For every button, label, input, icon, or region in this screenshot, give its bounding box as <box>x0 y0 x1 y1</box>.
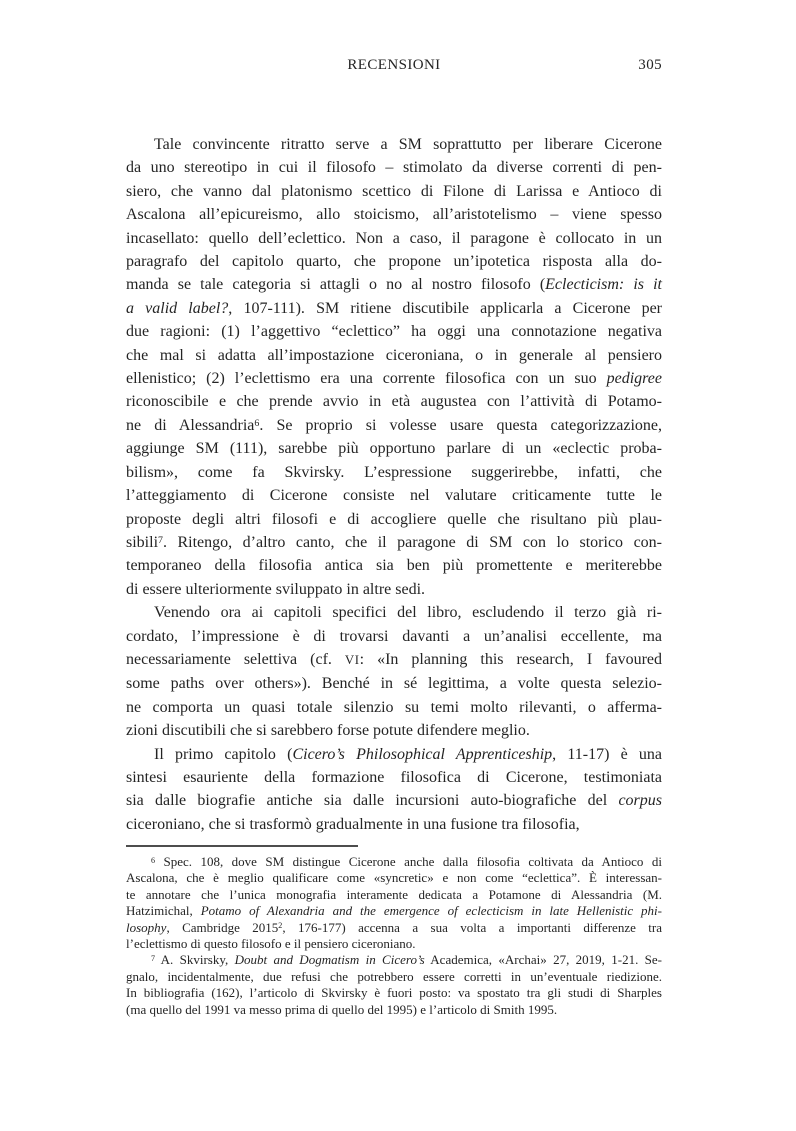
text-line <box>126 508 662 531</box>
text-segment: l’eclettismo di questo filosofo e il pensiero ciceroniano. <box>126 936 416 952</box>
text-segment: zioni discutibili che si sarebbero forse potute difendere meglio. <box>126 722 530 740</box>
text-segment: , 11-17) è una <box>552 745 663 763</box>
text-segment: In bibliografia (162), l’articolo di Skvirsky è fuori posto: va spostato tra gli studi di Sharples <box>126 985 662 1001</box>
text-segment: Ascalona all’epicureismo, allo stoicismo, all’aristotelismo – viene spesso <box>126 206 662 224</box>
text-segment: l’atteggiamento di Cicerone consiste nel valutare criticamente tutte le <box>126 487 662 505</box>
text-segment: cordato, l’impressione è di trovarsi davanti a un’analisi eccellente, ma <box>126 627 662 645</box>
text-line <box>126 936 662 952</box>
text-segment: paragrafo del capitolo quarto, che propone un’ipotetica risposta alla do- <box>126 253 662 271</box>
text-line <box>126 969 662 985</box>
text-line <box>126 531 662 554</box>
text-segment: A. Skvirsky, <box>155 952 235 968</box>
text-segment: sibili <box>126 533 159 551</box>
text-line <box>126 1002 662 1018</box>
text-line <box>126 250 662 273</box>
text-segment: aggiunge SM (111), sarebbe più opportuno parlare di un «eclectic proba- <box>126 440 662 458</box>
text-segment: necessariamente selettiva (cf. <box>126 650 345 668</box>
text-segment: Hatzimichal, <box>126 903 201 919</box>
text-line <box>126 766 662 789</box>
text-segment: losophy <box>126 919 167 935</box>
text-line <box>126 227 662 250</box>
text-segment: : «In planning this research, I favoured <box>359 650 663 668</box>
text-segment: incasellato: quello dell’eclettico. Non a caso, il paragone è collocato in un <box>126 229 662 247</box>
text-segment: Doubt and Dogmatism in Cicero’s <box>234 952 425 968</box>
text-line <box>126 920 662 936</box>
text-segment: , 107-111). SM ritiene discutibile applicarla a Cicerone per <box>228 299 663 317</box>
footnotes <box>126 854 662 1018</box>
running-title: RECENSIONI <box>347 57 441 73</box>
text-line <box>126 578 662 601</box>
text-segment: Tale convincente ritratto serve a SM soprattutto per liberare Cicerone <box>154 136 662 153</box>
text-line <box>126 461 662 484</box>
text-segment: some paths over others»). Benché in sé legittima, a volte questa selezio- <box>126 675 662 693</box>
text-line <box>126 952 662 968</box>
text-segment: , 176-177) accenna a sua volta a importanti differenze tra <box>282 919 662 935</box>
text-line <box>126 696 662 719</box>
page-number: 305 <box>638 57 662 73</box>
text-segment: corpus <box>618 792 662 810</box>
page-header <box>126 57 662 77</box>
text-line <box>126 985 662 1001</box>
text-segment: proposte degli altri filosofi e di accogliere quelle che risultano più plau- <box>126 510 662 528</box>
text-segment: ne di Alessandria <box>126 416 255 434</box>
text-segment: Il primo capitolo ( <box>154 745 293 763</box>
text-segment: da uno stereotipo in cui il filosofo – stimolato da diverse correnti di pen- <box>126 159 662 177</box>
text-line <box>126 601 662 624</box>
text-segment: sia dalle biografie antiche sia dalle incursioni auto-biografiche del <box>126 792 619 810</box>
text-segment: Eclecticism: is it <box>545 276 662 294</box>
text-line <box>126 719 662 742</box>
footnote-separator-rule <box>126 845 358 847</box>
text-segment: VI <box>344 652 360 667</box>
text-line <box>126 484 662 507</box>
text-segment: sintesi esauriente della formazione filosofica di Cicerone, testimoniata <box>126 768 662 786</box>
text-line <box>126 854 662 870</box>
text-segment: Spec. 108, dove SM distingue Cicerone anche dalla filosofia coltivata da Antioco di <box>155 854 662 869</box>
text-segment: manda se tale categoria si attagli o no al nostro filosofo ( <box>126 276 546 294</box>
text-segment: . Ritengo, d’altro canto, che il paragone di SM con lo storico con- <box>162 533 662 551</box>
text-line <box>126 320 662 343</box>
text-segment: di essere ulteriormente sviluppato in altre sedi. <box>126 580 426 598</box>
text-line <box>126 390 662 413</box>
text-line <box>126 648 662 672</box>
text-segment: temporaneo della filosofia antica sia ben più promettente e meriterebbe <box>126 557 662 575</box>
text-line <box>126 133 662 156</box>
text-line <box>126 297 662 320</box>
text-segment: che mal si adatta all’impostazione ciceroniana, o in generale al pensiero <box>126 346 662 364</box>
text-segment: a valid label? <box>126 299 229 317</box>
footnote-reference: 7 <box>158 534 163 546</box>
text-line <box>126 813 662 836</box>
footnote-reference: 2 <box>278 921 283 931</box>
text-line <box>126 344 662 367</box>
text-segment: (ma quello del 1991 va messo prima di quello del 1995) e l’articolo di Smith 1995. <box>126 1001 558 1017</box>
text-segment: Venendo ora ai capitoli specifici del libro, escludendo il terzo già ri- <box>154 604 662 622</box>
footnote-reference: 6 <box>254 417 260 429</box>
text-line <box>126 554 662 577</box>
text-segment: Cicero’s Philosophical Apprenticeship <box>292 745 553 763</box>
text-segment: bilism», come fa Skvirsky. L’espressione suggerirebbe, infatti, che <box>126 463 662 481</box>
text-segment: , Cambridge 2015 <box>166 919 279 935</box>
text-line <box>126 789 662 812</box>
text-line <box>126 180 662 203</box>
text-segment: gnalo, incidentalmente, due refusi che potrebbero essere corretti in un’eventuale riedizione. <box>126 968 662 984</box>
text-line <box>126 203 662 226</box>
text-segment: Ascalona, che è meglio qualificare come «syncretic» e non come “eclettica”. È interessan- <box>126 870 662 886</box>
text-segment: ciceroniano, che si trasformò gradualmente in una fusione tra filosofia, <box>126 815 580 833</box>
text-segment: siero, che vanno dal platonismo scettico di Filone di Larissa e Antioco di <box>126 182 662 200</box>
text-line <box>126 156 662 179</box>
text-line <box>126 903 662 919</box>
text-segment: . Se proprio si volesse usare questa categorizzazione, <box>259 416 662 434</box>
text-line <box>126 367 662 390</box>
text-line <box>126 437 662 460</box>
text-segment: te annotare che l’unica monografia interamente dedicata a Potamone di Alessandria (M. <box>126 886 662 902</box>
body-text <box>126 133 662 836</box>
text-segment: pedigree <box>606 370 662 388</box>
text-segment: Academica, «Archai» 27, 2019, 1-21. Se- <box>424 952 662 968</box>
footnote-reference: 6 <box>151 855 156 865</box>
footnote-reference: 7 <box>151 954 156 964</box>
text-segment: ne comporta un quasi totale silenzio su temi molto rilevanti, o afferma- <box>126 698 662 716</box>
text-line <box>126 743 662 766</box>
text-line <box>126 625 662 648</box>
text-line <box>126 870 662 886</box>
text-segment: ellenistico; (2) l’eclettismo era una corrente filosofica con un suo <box>126 370 607 388</box>
text-segment: due ragioni: (1) l’aggettivo “eclettico” ha oggi una connotazione negativa <box>126 323 662 341</box>
text-line <box>126 414 662 437</box>
text-line <box>126 672 662 695</box>
text-line <box>126 887 662 903</box>
text-line <box>126 273 662 296</box>
text-segment: Potamo of Alexandria and the emergence of eclecticism in late Hellenistic phi- <box>200 903 663 919</box>
text-segment: riconoscibile e che prende avvio in età augustea con l’attività di Potamo- <box>126 393 662 411</box>
